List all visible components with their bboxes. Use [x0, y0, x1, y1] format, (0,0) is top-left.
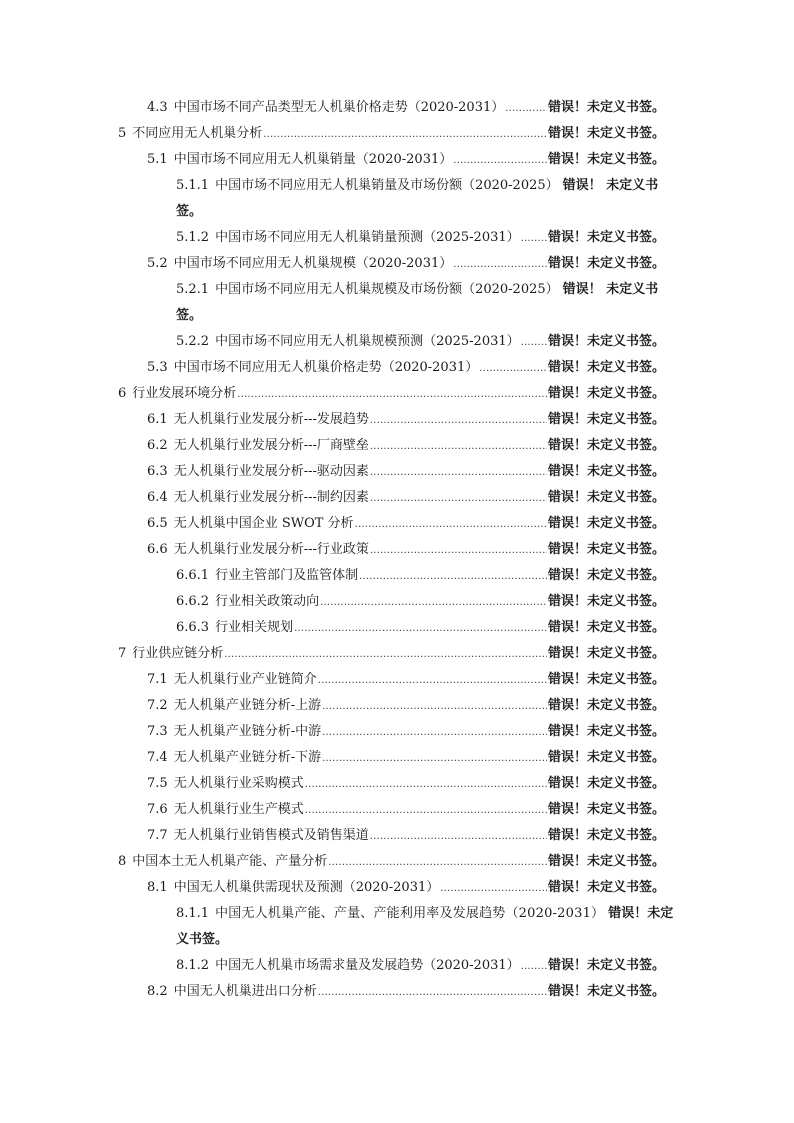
toc-dot-leader [355, 517, 547, 533]
toc-entry-page-error: 错误！未定义书签。 [547, 750, 665, 765]
toc-entry[interactable] [147, 984, 665, 1001]
toc-dot-leader [318, 673, 547, 689]
toc-dot-leader [370, 413, 547, 429]
toc-entry-number: 8.1.2 [176, 958, 210, 973]
toc-entry[interactable] [147, 724, 665, 741]
toc-entry[interactable] [147, 880, 665, 897]
toc-entry-page-error: 错误！未定义书签。 [547, 984, 665, 999]
toc-entry-title: 中国无人机巢进出口分析 [173, 984, 317, 999]
toc-entry-number: 5.2 [147, 256, 168, 271]
toc-entry-number: 5 [118, 126, 127, 141]
toc-entry-title: 中国市场不同应用无人机巢规模（2020-2031） [173, 256, 453, 271]
toc-dot-leader [322, 725, 547, 741]
toc-entry-number: 5.1 [147, 152, 168, 167]
toc-entry-page-error: 错误！未定义书签。 [547, 854, 665, 869]
toc-entry[interactable] [147, 464, 665, 481]
toc-entry-page-error: 错误！未定义书签。 [547, 594, 665, 609]
toc-entry-title: 无人机巢行业销售模式及销售渠道 [173, 828, 369, 843]
toc-entry[interactable] [176, 594, 665, 611]
toc-dot-leader [320, 595, 547, 611]
toc-dot-leader [521, 959, 547, 975]
toc-entry-number: 7.4 [147, 750, 168, 765]
toc-entry[interactable] [147, 828, 665, 845]
toc-dot-leader [328, 855, 547, 871]
toc-entry-title: 无人机巢产业链分析-中游 [173, 724, 322, 739]
toc-entry[interactable] [147, 776, 665, 793]
toc-entry-title: 无人机巢产业链分析-上游 [173, 698, 322, 713]
toc-entry-title: 不同应用无人机巢分析 [132, 126, 263, 141]
toc-entry-page-error: 错误！未定义书签。 [547, 620, 665, 635]
toc-entry-title: 无人机巢行业发展分析---行业政策 [173, 542, 369, 557]
toc-entry[interactable] [176, 906, 674, 922]
toc-entry-page-error: 错误！未定义书签。 [547, 958, 665, 973]
toc-entry-title: 无人机巢行业发展分析---厂商壁垒 [173, 438, 369, 453]
toc-entry-page-error: 错误！未定义书签。 [547, 568, 665, 583]
toc-entry[interactable] [147, 802, 665, 819]
toc-dot-leader [263, 127, 547, 143]
toc-entry-title: 行业相关政策动向 [215, 594, 320, 609]
toc-entry-title: 行业相关规划 [215, 620, 294, 635]
toc-dot-leader [359, 569, 547, 585]
toc-entry-number: 7.7 [147, 828, 168, 843]
toc-entry[interactable] [147, 412, 665, 429]
toc-entry-title: 行业供应链分析 [132, 646, 224, 661]
toc-entry-title: 中国市场不同应用无人机巢规模预测（2025-2031） [215, 334, 520, 349]
toc-entry-number: 6 [118, 386, 127, 401]
toc-entry-page-error: 错误！未定义书签。 [547, 646, 665, 661]
toc-entry-number: 6.3 [147, 464, 168, 479]
toc-entry-number: 6.6.3 [176, 620, 210, 635]
toc-entry-continuation: 义书签。 [176, 932, 229, 947]
toc-entry[interactable] [147, 516, 665, 533]
toc-entry-title: 中国市场不同应用无人机巢销量及市场份额（2020-2025） [215, 178, 559, 193]
toc-dot-leader [370, 465, 547, 481]
toc-entry-title: 中国市场不同应用无人机巢价格走势（2020-2031） [173, 360, 479, 375]
toc-entry-title: 中国市场不同应用无人机巢销量预测（2025-2031） [215, 230, 520, 245]
toc-entry-number: 5.2.2 [176, 334, 210, 349]
toc-entry-page-error: 错误！未定义书签。 [547, 802, 665, 817]
toc-entry-number: 7.5 [147, 776, 168, 791]
toc-entry[interactable] [147, 750, 665, 767]
toc-entry-page-error: 错误！未定义书签。 [547, 724, 665, 739]
toc-entry[interactable] [118, 646, 665, 663]
toc-entry-number: 7.3 [147, 724, 168, 739]
toc-entry-title: 无人机巢行业产业链简介 [173, 672, 317, 687]
toc-entry-page-error: 错误！未定义书签。 [547, 412, 665, 427]
toc-entry-number: 8.2 [147, 984, 168, 999]
toc-entry[interactable] [147, 672, 665, 689]
toc-entry-title: 中国市场不同产品类型无人机巢价格走势（2020-2031） [173, 100, 505, 115]
toc-entry-number: 5.1.2 [176, 230, 210, 245]
toc-entry-continuation: 签。 [176, 308, 203, 323]
toc-entry-number: 7.6 [147, 802, 168, 817]
toc-entry-page-error: 错误！ 未定义书 [562, 282, 659, 297]
toc-dot-leader [305, 803, 547, 819]
toc-entry-number: 6.1 [147, 412, 168, 427]
toc-entry[interactable] [176, 620, 665, 637]
toc-entry-title: 无人机巢行业生产模式 [173, 802, 304, 817]
toc-entry-title: 中国本土无人机巢产能、产量分析 [132, 854, 328, 869]
toc-dot-leader [440, 881, 547, 897]
toc-entry-title: 中国无人机巢供需现状及预测（2020-2031） [173, 880, 440, 895]
toc-entry-page-error: 错误！未定义书签。 [547, 776, 665, 791]
toc-entry[interactable] [147, 542, 665, 559]
toc-entry-page-error: 错误！未定 [608, 906, 674, 921]
toc-entry-number: 6.6.2 [176, 594, 210, 609]
toc-entry-title: 中国市场不同应用无人机巢销量（2020-2031） [173, 152, 453, 167]
toc-entry-page-error: 错误！未定义书签。 [547, 438, 665, 453]
toc-dot-leader [370, 439, 547, 455]
toc-dot-leader [370, 543, 547, 559]
toc-entry-page-error: 错误！ 未定义书 [562, 178, 659, 193]
toc-dot-leader [322, 751, 547, 767]
toc-entry-page-error: 错误！未定义书签。 [547, 126, 665, 141]
toc-dot-leader [505, 101, 547, 117]
toc-entry-title: 中国市场不同应用无人机巢规模及市场份额（2020-2025） [215, 282, 559, 297]
toc-entry[interactable] [147, 152, 665, 169]
toc-entry[interactable] [176, 282, 665, 298]
toc-entry[interactable] [147, 100, 665, 117]
toc-entry[interactable] [176, 178, 665, 194]
toc-entry-page-error: 错误！未定义书签。 [547, 828, 665, 843]
toc-entry-number: 5.1.1 [176, 178, 210, 193]
toc-dot-leader [224, 647, 547, 663]
toc-entry-number: 8.1.1 [176, 906, 210, 921]
toc-entry[interactable] [147, 698, 665, 715]
toc-entry-title: 无人机巢行业发展分析---发展趋势 [173, 412, 369, 427]
toc-entry-number: 8 [118, 854, 127, 869]
toc-entry-title: 无人机巢行业发展分析---驱动因素 [173, 464, 369, 479]
toc-dot-leader [294, 621, 547, 637]
toc-entry-number: 6.2 [147, 438, 168, 453]
toc-dot-leader [237, 387, 547, 403]
toc-entry-number: 7 [118, 646, 127, 661]
toc-entry-page-error: 错误！未定义书签。 [547, 464, 665, 479]
toc-entry-title: 行业发展环境分析 [132, 386, 237, 401]
toc-entry-number: 7.2 [147, 698, 168, 713]
toc-entry[interactable] [147, 360, 665, 377]
toc-entry-title: 无人机巢行业采购模式 [173, 776, 304, 791]
toc-entry[interactable] [176, 334, 665, 351]
toc-entry-title: 无人机巢中国企业 SWOT 分析 [173, 516, 354, 531]
toc-entry-title: 无人机巢行业发展分析---制约因素 [173, 490, 369, 505]
toc-dot-leader [479, 361, 547, 377]
toc-entry[interactable] [147, 490, 665, 507]
toc-dot-leader [370, 829, 547, 845]
toc-entry-title: 无人机巢产业链分析-下游 [173, 750, 322, 765]
toc-entry-page-error: 错误！未定义书签。 [547, 360, 665, 375]
toc-dot-leader [305, 777, 547, 793]
toc-dot-leader [322, 699, 547, 715]
toc-dot-leader [318, 985, 547, 1001]
toc-entry-title: 中国无人机巢产能、产量、产能利用率及发展趋势（2020-2031） [215, 906, 605, 921]
toc-entry[interactable] [118, 126, 665, 143]
toc-entry-number: 5.2.1 [176, 282, 210, 297]
toc-dot-leader [453, 153, 547, 169]
toc-entry-number: 4.3 [147, 100, 168, 115]
toc-dot-leader [370, 491, 547, 507]
toc-entry-page-error: 错误！未定义书签。 [547, 490, 665, 505]
toc-dot-leader [521, 231, 547, 247]
toc-entry[interactable] [118, 854, 665, 871]
toc-entry-number: 6.6.1 [176, 568, 210, 583]
toc-entry[interactable] [176, 230, 665, 247]
toc-entry-number: 6.5 [147, 516, 168, 531]
toc-entry-number: 5.3 [147, 360, 168, 375]
toc-entry-page-error: 错误！未定义书签。 [547, 386, 665, 401]
toc-entry-page-error: 错误！未定义书签。 [547, 698, 665, 713]
toc-entry-number: 7.1 [147, 672, 168, 687]
toc-entry-title: 中国无人机巢市场需求量及发展趋势（2020-2031） [215, 958, 520, 973]
toc-entry-number: 8.1 [147, 880, 168, 895]
toc-entry[interactable] [176, 568, 665, 585]
toc-entry-page-error: 错误！未定义书签。 [547, 334, 665, 349]
toc-entry-page-error: 错误！未定义书签。 [547, 516, 665, 531]
toc-entry[interactable] [147, 438, 665, 455]
toc-entry-page-error: 错误！未定义书签。 [547, 256, 665, 271]
toc-entry-title: 行业主管部门及监管体制 [215, 568, 359, 583]
toc-dot-leader [521, 335, 547, 351]
toc-entry-page-error: 错误！未定义书签。 [547, 152, 665, 167]
toc-entry-page-error: 错误！未定义书签。 [547, 230, 665, 245]
toc-dot-leader [453, 257, 547, 273]
toc-entry-page-error: 错误！未定义书签。 [547, 880, 665, 895]
toc-entry-page-error: 错误！未定义书签。 [547, 672, 665, 687]
toc-entry[interactable] [147, 256, 665, 273]
toc-entry[interactable] [118, 386, 665, 403]
toc-entry-number: 6.6 [147, 542, 168, 557]
toc-entry-page-error: 错误！未定义书签。 [547, 542, 665, 557]
toc-entry-number: 6.4 [147, 490, 168, 505]
toc-entry[interactable] [176, 958, 665, 975]
toc-entry-page-error: 错误！未定义书签。 [547, 100, 665, 115]
toc-entry-continuation: 签。 [176, 204, 203, 219]
